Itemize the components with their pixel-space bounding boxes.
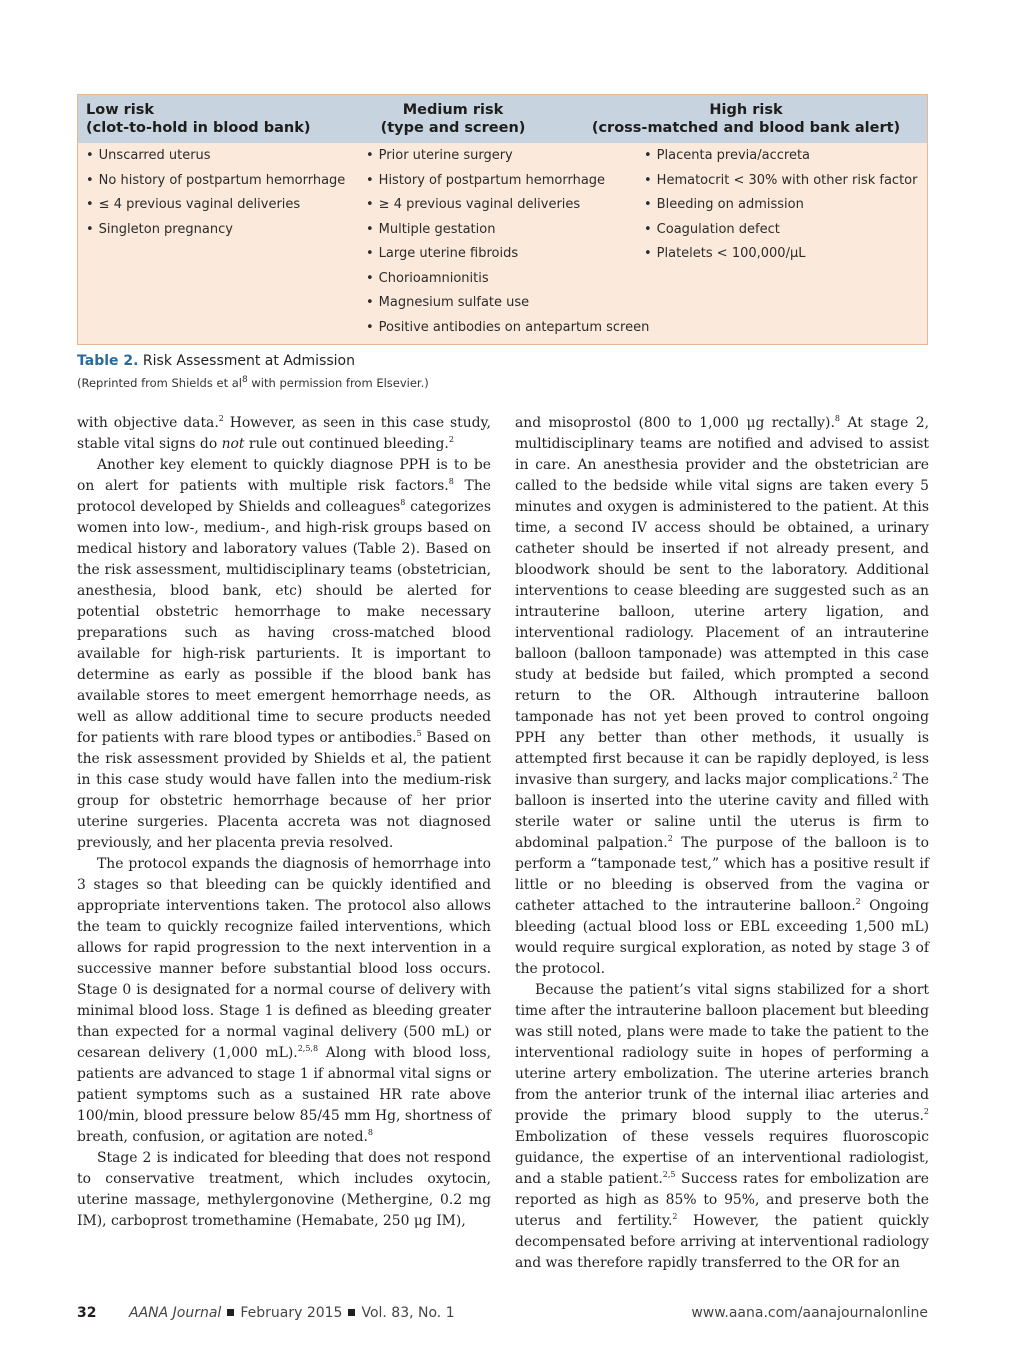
high-risk-list	[644, 147, 917, 270]
citation-ref: 8	[448, 477, 454, 486]
citation-ref: 2	[855, 897, 861, 906]
header-low-risk	[86, 101, 311, 137]
text-run: The purpose of the balloon is to perform a “tamponade test,” which has a positive result if little or no bleeding is observed from the vagina or catheter attached to the intrauterine balloon.	[515, 835, 930, 914]
caption-note-ref: 8	[242, 375, 248, 385]
header-low-risk-title: Low risk	[86, 102, 155, 118]
journal-info	[129, 1305, 455, 1321]
text-run: categorizes women into low-, medium-, and high-risk groups based on medical history and laboratory values (Table 2). Based on the risk assessment, multidisciplinary teams (obstetrician, anesthesia, blood bank, etc) should be alerted for potential obstetric hemorrhage to make necessary preparations such as having cross-matched blood available for high-risk parturients. It is important to determine as early as possible if the blood bank has available stores to meet emergent hemorrhage needs, as well as allow additional time to secure products needed for patients with rare blood types or antibodies.	[77, 499, 491, 746]
risk-factor-item: • Prior uterine surgery	[366, 147, 649, 172]
medium-risk-list	[366, 147, 649, 343]
risk-factor-item: • Magnesium sulfate use	[366, 294, 649, 319]
citation-ref: 8	[367, 1128, 373, 1137]
risk-factor-item: • Large uterine fibroids	[366, 245, 649, 270]
header-medium-risk-title: Medium risk	[402, 102, 504, 118]
header-low-risk-subtitle: (clot-to-hold in blood bank)	[86, 120, 311, 136]
caption-note-end: with permission from Elsevier.)	[247, 375, 429, 390]
citation-ref: 2	[672, 1212, 678, 1221]
caption-label: Table 2.	[77, 353, 139, 369]
body-paragraph	[515, 980, 929, 1274]
body-paragraph	[77, 854, 491, 1148]
volume-info: Vol. 83, No. 1	[361, 1305, 455, 1321]
citation-ref: 2	[892, 771, 899, 780]
risk-factor-item: • ≥ 4 previous vaginal deliveries	[366, 196, 649, 221]
body-paragraph	[515, 413, 929, 980]
header-high-risk	[586, 101, 906, 137]
caption-note-start: (Reprinted from Shields et al	[77, 375, 242, 390]
issue-date: February 2015	[240, 1305, 343, 1321]
text-run: At stage 2, multidisciplinary teams are notified and advised to assist in care. An anesthesia provider and the obstetrician are called to the bedside while vital signs are taken every 5 minutes and oxygen is administered to the patient. At this time, a second IV access should be obtained, a urinary catheter should be inserted if not already present, and bloodwork should be sent to the laboratory. Additional interventions to cease bleeding are suggested such as an intrauterine balloon, uterine artery ligation, and interventional radiology. Placement of an intrauterine balloon (balloon tamponade) was attempted in this case study at bedside but failed, which prompted a second return to the OR. Although intrauterine balloon tamponade has not yet been proved to control ongoing PPH any better than other methods, it usually is attempted first because it can be rapidly deployed, is less invasive than surgery, and lacks major complications.	[515, 415, 929, 788]
header-high-risk-subtitle: (cross-matched and blood bank alert)	[591, 120, 901, 136]
caption-title-line	[77, 352, 429, 370]
citation-ref: 2	[218, 414, 224, 423]
text-run: However, the patient quickly decompensated before arriving at interventional radiology and was therefore rapidly transferred to the OR for an	[515, 1213, 929, 1271]
risk-factor-item: • Platelets < 100,000/μL	[644, 245, 917, 270]
caption-note	[77, 372, 429, 391]
text-run: Because the patient’s vital signs stabilized for a short time after the intrauterine balloon placement but bleeding was still noted, plans were made to take the patient to the interventional radiology suite in hopes of performing a uterine artery embolization. The uterine arteries branch from the anterior trunk of the internal iliac arteries and provide the primary blood supply to the uterus.	[515, 982, 929, 1124]
risk-factor-item: • ≤ 4 previous vaginal deliveries	[86, 196, 345, 221]
citation-ref: 8	[400, 498, 406, 507]
text-run: However, as seen in this case study, stable vital signs do	[77, 415, 491, 452]
risk-factor-item: • Bleeding on admission	[644, 196, 917, 221]
citation-ref: 5	[416, 729, 422, 738]
citation-ref: 2	[667, 834, 673, 843]
risk-factor-item: • Hematocrit < 30% with other risk factor	[644, 172, 917, 197]
separator-square-icon	[227, 1309, 234, 1316]
body-column-left	[77, 413, 491, 1232]
text-run: The balloon is inserted into the uterine cavity and filled with sterile water or saline until the uterus is firm to abdominal palpation.	[515, 772, 929, 851]
risk-factor-item: • Unscarred uterus	[86, 147, 345, 172]
emphasis-text: not	[221, 436, 245, 452]
risk-factor-item: • Coagulation defect	[644, 221, 917, 246]
risk-factor-item: • No history of postpartum hemorrhage	[86, 172, 345, 197]
risk-factor-item: • Singleton pregnancy	[86, 221, 345, 246]
header-high-risk-title: High risk	[709, 102, 783, 118]
citation-ref: 2	[923, 1107, 929, 1116]
table-caption	[77, 352, 429, 391]
text-run: with objective data.	[77, 415, 219, 431]
separator-square-icon	[348, 1309, 355, 1316]
citation-ref: 2	[448, 435, 454, 444]
caption-title: Risk Assessment at Admission	[142, 353, 355, 369]
text-run: Along with blood loss, patients are advanced to stage 1 if abnormal vital signs or patient symptoms such as a sustained HR rate above 100/min, blood pressure below 85/45 mm Hg, shortness of breath, confusion, or agitation are noted.	[77, 1045, 491, 1145]
text-run: The protocol developed by Shields and colleagues	[77, 478, 491, 515]
body-paragraph	[77, 413, 491, 455]
text-run: The protocol expands the diagnosis of hemorrhage into 3 stages so that bleeding can be quickly identified and appropriate interventions taken. The protocol also allows the team to quickly recognize failed interventions, which allows for rapid progression to the next intervention in a successive manner before substantial blood loss occurs. Stage 0 is designated for a normal course of delivery with minimal blood loss. Stage 1 is defined as bleeding greater than expected for a normal vaginal delivery (500 mL) or cesarean delivery (1,000 mL).	[77, 856, 491, 1061]
page-footer	[77, 1305, 928, 1325]
risk-factor-item: • History of postpartum hemorrhage	[366, 172, 649, 197]
text-run: Embolization of these vessels requires fluoroscopic guidance, the expertise of an interventional radiologist, and a stable patient.	[515, 1129, 929, 1187]
body-paragraph	[77, 1148, 491, 1232]
risk-factor-item: • Placenta previa/accreta	[644, 147, 917, 172]
text-run: Another key element to quickly diagnose PPH is to be on alert for patients with multiple risk factors.	[77, 457, 491, 494]
text-run: Stage 2 is indicated for bleeding that does not respond to conservative treatment, which includes oxytocin, uterine massage, methylergonovine (Methergine, 0.2 mg IM), carboprost tromethamine (Hemabate, 250 μg IM),	[77, 1150, 491, 1229]
low-risk-list	[86, 147, 345, 245]
text-run: and misoprostol (800 to 1,000 μg rectally).	[515, 415, 835, 431]
text-run: rule out continued bleeding.	[244, 436, 449, 452]
journal-url[interactable]: www.aana.com/aanajournalonline	[691, 1305, 928, 1321]
header-medium-risk-subtitle: (type and screen)	[380, 120, 526, 136]
body-paragraph	[77, 455, 491, 854]
citation-ref: 2,5	[662, 1170, 676, 1179]
journal-name: AANA Journal	[129, 1305, 222, 1321]
text-run: Based on the risk assessment provided by Shields et al, the patient in this case study would have fallen into the medium-risk group for obstetric hemorrhage because of her prior uterine surgeries. Placenta accreta was not diagnosed previously, and her placenta previa resolved.	[77, 730, 491, 851]
citation-ref: 8	[834, 414, 840, 423]
body-column-right	[515, 413, 929, 1274]
text-run: Success rates for embolization are reported as high as 85% to 95%, and preserve both the uterus and fertility.	[515, 1171, 929, 1229]
page-number: 32	[77, 1305, 97, 1321]
citation-ref: 2,5,8	[297, 1044, 319, 1053]
text-run: Ongoing bleeding (actual blood loss or EBL exceeding 1,500 mL) would require surgical exploration, as noted by stage 3 of the protocol.	[515, 898, 930, 977]
header-medium-risk	[378, 101, 528, 137]
risk-factor-item: • Chorioamnionitis	[366, 270, 649, 295]
table-header	[78, 95, 927, 143]
risk-factor-item: • Positive antibodies on antepartum screen	[366, 319, 649, 344]
risk-assessment-table	[77, 94, 928, 345]
risk-factor-item: • Multiple gestation	[366, 221, 649, 246]
